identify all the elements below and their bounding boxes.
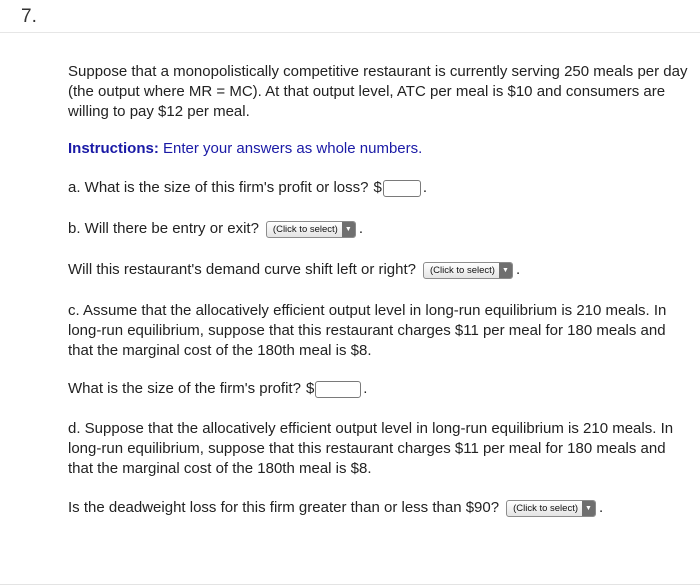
part-d-question-row: [68, 498, 696, 518]
instructions-text: Enter your answers as whole numbers.: [158, 140, 423, 157]
question-body: [68, 62, 696, 518]
part-b-period: .: [358, 220, 364, 237]
part-d-question: Is the deadweight loss for this firm greater than or less than $90?: [68, 499, 500, 516]
intro-line-1: Suppose that a monopolistically competitive restaurant is currently serving 250 meals per day: [68, 63, 688, 80]
chevron-down-icon[interactable]: ▼: [342, 222, 355, 237]
part-c-line-1: c. Assume that the allocatively efficient output level in long-run equilibrium is 210 meals. In: [68, 302, 667, 319]
part-c-period: .: [363, 380, 368, 397]
intro-paragraph: [68, 62, 696, 122]
chevron-down-icon[interactable]: ▼: [582, 501, 595, 516]
deadweight-loss-select[interactable]: [506, 500, 596, 517]
part-b2-period: .: [515, 261, 521, 278]
demand-shift-select-label: (Click to select): [430, 264, 495, 276]
entry-exit-select[interactable]: [266, 221, 356, 238]
part-d-paragraph: [68, 419, 696, 479]
part-c-paragraph: [68, 301, 696, 361]
question-number: 7.: [21, 6, 37, 27]
footer-divider: [0, 584, 700, 585]
part-d-line-2: long-run equilibrium, suppose that this restaurant charges $11 per meal for 180 meals and: [68, 440, 666, 457]
part-a-row: [68, 178, 696, 198]
chevron-down-icon[interactable]: ▼: [499, 263, 512, 278]
part-a-profit-input[interactable]: [383, 180, 421, 197]
entry-exit-select-label: (Click to select): [272, 223, 338, 235]
instructions-label: Instructions:: [68, 140, 159, 157]
part-c-profit-input[interactable]: [315, 381, 361, 398]
part-c-question-row: [68, 379, 696, 399]
part-c-line-3: that the marginal cost of the 180th meal is $8.: [68, 342, 372, 359]
part-a-question: a. What is the size of this firm's profit or loss?: [68, 179, 369, 196]
header-divider: [0, 32, 700, 33]
part-b-row: [68, 219, 696, 239]
part-d-period: .: [599, 499, 604, 516]
instructions: [68, 139, 696, 159]
part-a-period: .: [422, 179, 427, 196]
part-b2-question: Will this restaurant's demand curve shift left or right?: [68, 261, 417, 278]
deadweight-loss-select-label: (Click to select): [513, 502, 579, 514]
part-b2-row: [68, 260, 696, 280]
part-d-line-3: that the marginal cost of the 180th meal is $8.: [68, 460, 372, 477]
part-d-line-1: d. Suppose that the allocatively efficient output level in long-run equilibrium is 210 meals. In: [68, 420, 674, 437]
intro-line-2: (the output where MR = MC). At that output level, ATC per meal is $10 and consumers are: [68, 83, 666, 100]
demand-shift-select[interactable]: [423, 262, 513, 279]
part-c-question: What is the size of the firm's profit?: [68, 380, 301, 397]
part-c-currency: $: [305, 380, 315, 397]
intro-line-3: willing to pay $12 per meal.: [68, 103, 250, 120]
part-a-currency: $: [373, 179, 382, 196]
part-c-line-2: long-run equilibrium, suppose that this restaurant charges $11 per meal for 180 meals and: [68, 322, 666, 339]
part-b-question: b. Will there be entry or exit?: [68, 220, 259, 237]
